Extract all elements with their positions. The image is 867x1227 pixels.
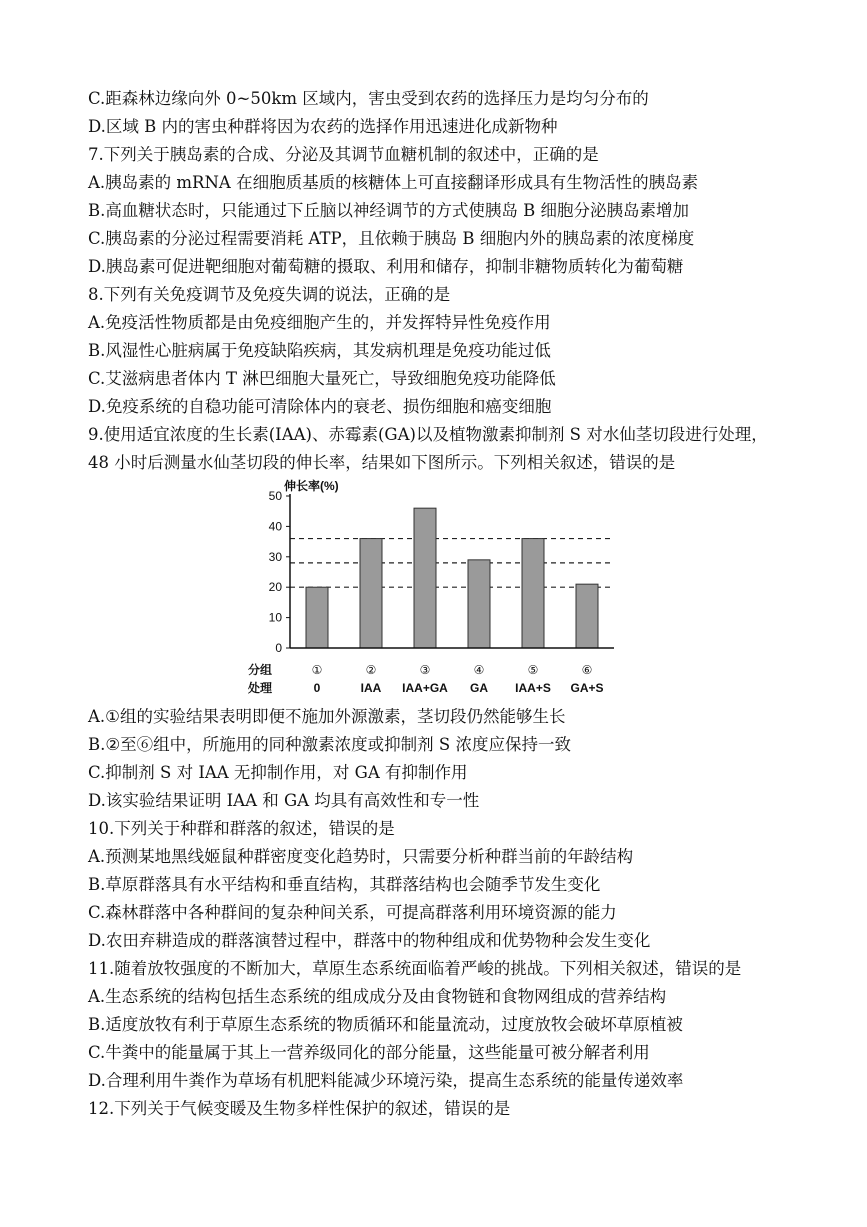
- option-8c: C.艾滋病患者体内 T 淋巴细胞大量死亡，导致细胞免疫功能降低: [88, 369, 556, 388]
- option-9b: B.②至⑥组中，所施用的同种激素浓度或抑制剂 S 浓度应保持一致: [88, 735, 571, 754]
- bar: [576, 584, 598, 648]
- y-tick-label: 10: [268, 610, 282, 625]
- treatment-row-label: 处理: [248, 681, 273, 695]
- option-8a: A.免疫活性物质都是由免疫细胞产生的，并发挥特异性免疫作用: [88, 313, 551, 332]
- option-10c: C.森林群落中各种群间的复杂种间关系，可提高群落利用环境资源的能力: [88, 903, 617, 922]
- bar: [306, 587, 328, 648]
- group-label: ⑥: [581, 663, 593, 677]
- elongation-bar-chart: [244, 474, 624, 700]
- group-label: ②: [365, 663, 377, 677]
- question-9-stem-cont: 48 小时后测量水仙茎切段的伸长率，结果如下图所示。下列相关叙述，错误的是: [88, 453, 676, 472]
- y-tick-label: 40: [268, 519, 282, 534]
- option-11a: A.生态系统的结构包括生态系统的组成成分及由食物链和食物网组成的营养结构: [88, 987, 667, 1006]
- bar: [522, 539, 544, 648]
- group-label: ⑤: [527, 663, 539, 677]
- question-10-stem: 10.下列关于种群和群落的叙述，错误的是: [88, 819, 395, 838]
- y-tick-label: 30: [268, 549, 282, 564]
- question-7-stem: 7.下列关于胰岛素的合成、分泌及其调节血糖机制的叙述中，正确的是: [88, 145, 599, 164]
- option-10d: D.农田弃耕造成的群落演替过程中，群落中的物种组成和优势物种会发生变化: [88, 931, 651, 950]
- option-11d: D.合理利用牛粪作为草场有机肥料能减少环境污染，提高生态系统的能量传递效率: [88, 1071, 684, 1090]
- option-7c: C.胰岛素的分泌过程需要消耗 ATP，且依赖于胰岛 B 细胞内外的胰岛素的浓度梯度: [88, 229, 695, 248]
- option-7a: A.胰岛素的 mRNA 在细胞质基质的核糖体上可直接翻译形成具有生物活性的胰岛素: [88, 173, 699, 192]
- question-12-stem: 12.下列关于气候变暖及生物多样性保护的叙述，错误的是: [88, 1099, 511, 1118]
- question-9-stem: 9.使用适宜浓度的生长素(IAA)、赤霉素(GA)以及植物激素抑制剂 S 对水仙茎切段进行处理，: [88, 425, 768, 444]
- text-line: C.距森林边缘向外 0~50km 区域内，害虫受到农药的选择压力是均匀分布的: [88, 89, 649, 108]
- treatment-label: IAA: [360, 681, 382, 695]
- option-8d: D.免疫系统的自稳功能可清除体内的衰老、损伤细胞和癌变细胞: [88, 397, 552, 416]
- treatment-label: IAA+GA: [402, 681, 448, 695]
- option-11c: C.牛粪中的能量属于其上一营养级同化的部分能量，这些能量可被分解者利用: [88, 1043, 650, 1062]
- option-9d: D.该实验结果证明 IAA 和 GA 均具有高效性和专一性: [88, 791, 480, 810]
- group-label: ①: [311, 663, 323, 677]
- y-axis-label: 伸长率(%): [284, 479, 339, 493]
- option-10a: A.预测某地黑线姬鼠种群密度变化趋势时，只需要分析种群当前的年龄结构: [88, 847, 634, 866]
- treatment-label: GA+S: [570, 681, 604, 695]
- group-label: ③: [419, 663, 431, 677]
- bar: [360, 539, 382, 648]
- group-label: ④: [473, 663, 485, 677]
- bar: [414, 508, 436, 648]
- text-line: D.区域 B 内的害虫种群将因为农药的选择作用迅速进化成新物种: [88, 117, 558, 136]
- question-11-stem: 11.随着放牧强度的不断加大，草原生态系统面临着严峻的挑战。下列相关叙述，错误的是: [88, 959, 742, 978]
- treatment-label: IAA+S: [515, 681, 551, 695]
- option-9c: C.抑制剂 S 对 IAA 无抑制作用，对 GA 有抑制作用: [88, 763, 468, 782]
- y-tick-label: 20: [268, 580, 282, 595]
- treatment-label: GA: [470, 681, 488, 695]
- y-tick-label: 50: [268, 489, 282, 503]
- question-8-stem: 8.下列有关免疫调节及免疫失调的说法，正确的是: [88, 285, 451, 304]
- option-9a: A.①组的实验结果表明即便不施加外源激素，茎切段仍然能够生长: [88, 707, 566, 726]
- y-tick-label: 0: [275, 641, 282, 655]
- option-11b: B.适度放牧有利于草原生态系统的物质循环和能量流动，过度放牧会破坏草原植被: [88, 1015, 683, 1034]
- option-8b: B.风湿性心脏病属于免疫缺陷疾病，其发病机理是免疫功能过低: [88, 341, 551, 360]
- bar: [468, 560, 490, 648]
- group-row-label: 分组: [248, 663, 273, 677]
- option-10b: B.草原群落具有水平结构和垂直结构，其群落结构也会随季节发生变化: [88, 875, 601, 894]
- option-7b: B.高血糖状态时，只能通过下丘脑以神经调节的方式使胰岛 B 细胞分泌胰岛素增加: [88, 201, 689, 220]
- treatment-label: 0: [313, 681, 321, 695]
- option-7d: D.胰岛素可促进靶细胞对葡萄糖的摄取、利用和储存，抑制非糖物质转化为葡萄糖: [88, 257, 684, 276]
